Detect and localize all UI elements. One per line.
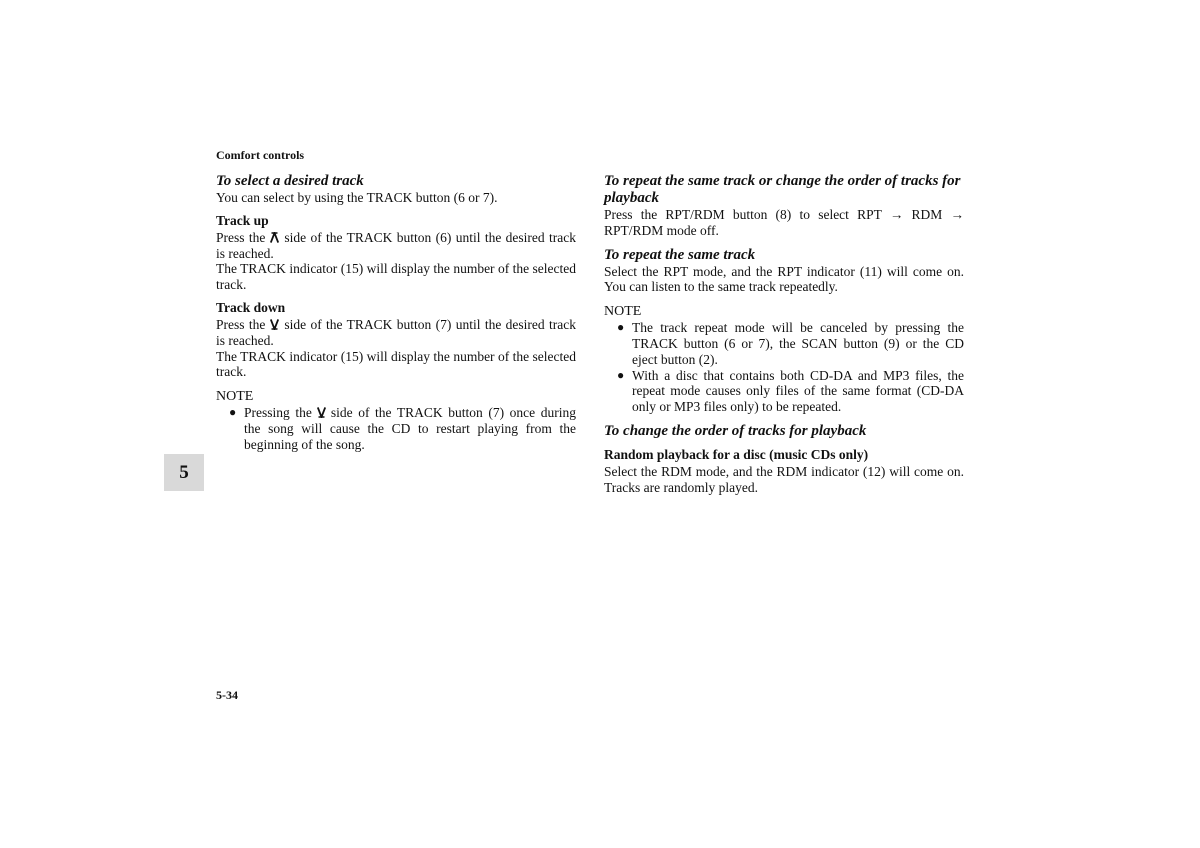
track-up-paragraph-1: Press the side of the TRACK button (6) until the desired track is reached. [216, 229, 576, 261]
select-track-intro: You can select by using the TRACK button (6 or 7). [216, 190, 498, 205]
note-item: ● The track repeat mode will be canceled by pressing the TRACK button (6 or 7), the SCAN button (9) or the CD eject button (2). [617, 320, 964, 367]
bullet-icon: ● [229, 405, 237, 420]
repeat-order-title: To repeat the same track or change the order of tracks for playback [604, 173, 961, 206]
right-note-list [604, 320, 964, 415]
repeat-order-intro: Press the RPT/RDM button (8) to select RPT → RDM → RPT/RDM mode off. [604, 207, 964, 238]
repeat-track-paragraph: Select the RPT mode, and the RPT indicator (11) will come on. You can listen to the same track repeatedly. [604, 263, 964, 295]
track-up-paragraph-2: The TRACK indicator (15) will display the number of the selected track. [216, 261, 576, 293]
bullet-icon: ● [617, 320, 625, 335]
random-playback-heading: Random playback for a disc (music CDs only) [604, 446, 869, 462]
note-item: ● With a disc that contains both CD-DA and MP3 files, the repeat mode causes only files of the same format (CD-DA only or MP3 files only) to be repeated. [617, 367, 964, 415]
page-number: 5-34 [216, 688, 238, 702]
track-down-paragraph-2: The TRACK indicator (15) will display the number of the selected track. [216, 348, 576, 380]
bullet-icon: ● [617, 367, 625, 382]
track-down-paragraph-1: Press the side of the TRACK button (7) until the desired track is reached. [216, 316, 576, 348]
note-item: ● Pressing the side of the TRACK button (7) once during the song will cause the CD to restart playing from the beginning of the song. [229, 405, 577, 452]
right-column [604, 173, 964, 496]
track-down-triangle-icon [270, 319, 279, 330]
track-down-triangle-icon [317, 407, 326, 418]
repeat-track-title: To repeat the same track [604, 246, 756, 263]
change-order-title: To change the order of tracks for playback [604, 422, 867, 439]
left-column [216, 173, 576, 453]
page-header: Comfort controls [216, 148, 305, 162]
chapter-number: 5 [179, 461, 189, 483]
select-track-title: To select a desired track [216, 173, 364, 189]
note-label: NOTE [216, 389, 254, 405]
track-down-heading: Track down [216, 299, 286, 315]
left-note-list [216, 405, 576, 452]
track-up-heading: Track up [216, 212, 269, 228]
chapter-tab [164, 454, 204, 491]
note-label: NOTE [604, 304, 642, 320]
track-up-triangle-icon [270, 232, 279, 243]
random-playback-paragraph: Select the RDM mode, and the RDM indicator (12) will come on. Tracks are randomly played. [604, 463, 964, 495]
